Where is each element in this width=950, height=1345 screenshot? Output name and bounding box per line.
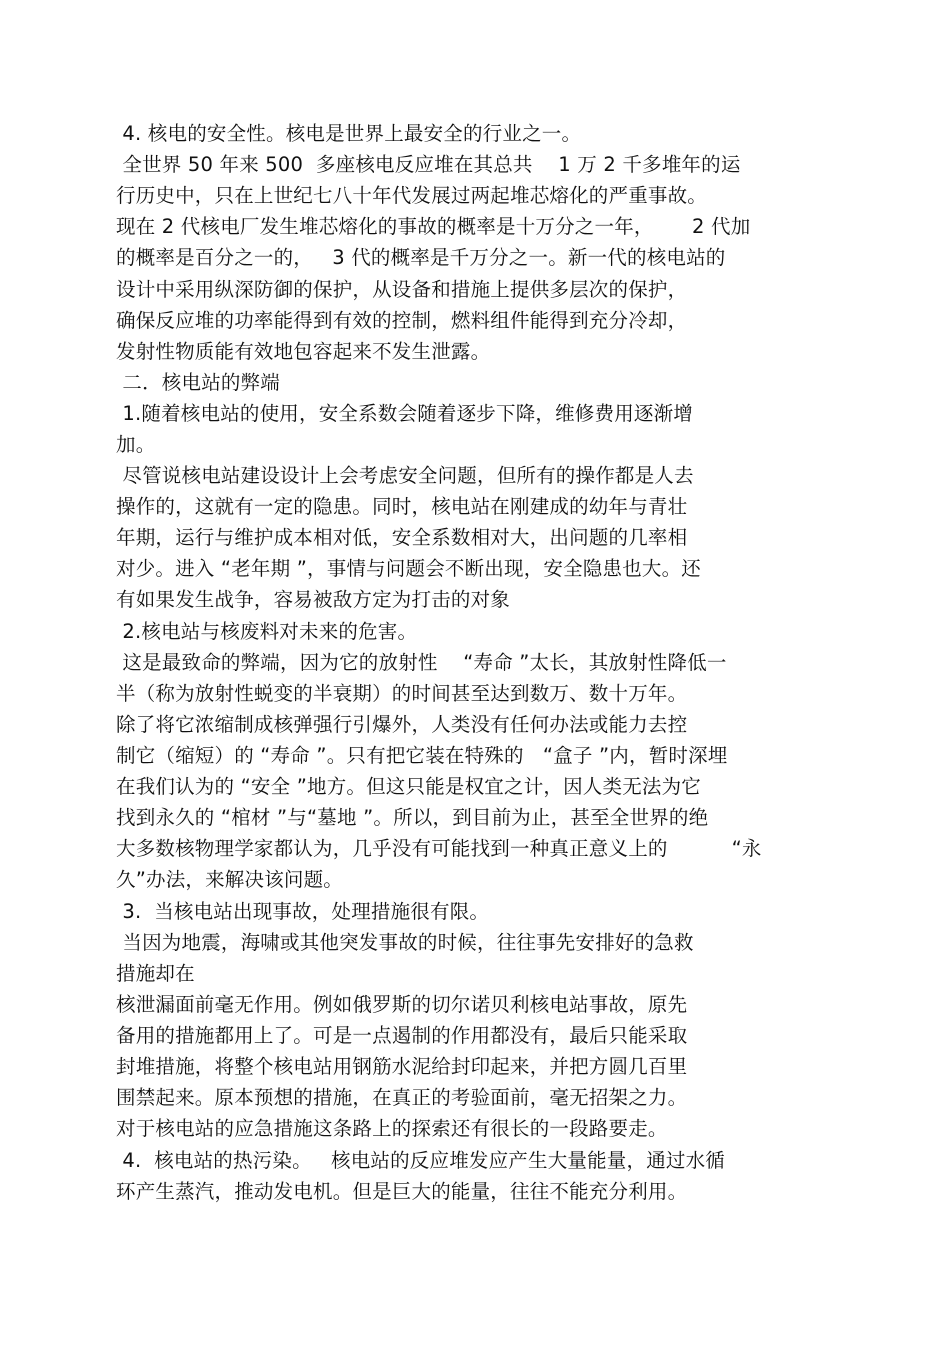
text-line: 环产生蒸汽，推动发电机。但是巨大的能量，往往不能充分利用。 xyxy=(116,1180,688,1203)
text-line: 的概率是百分之一的， 3 代的概率是千万分之一。新一代的核电站的 xyxy=(116,246,726,269)
text-line: 半（称为放射性蜕变的半衰期）的时间甚至达到数万、数十万年。 xyxy=(116,682,688,705)
text-line: 当因为地震，海啸或其他突发事故的时候，往往事先安排好的急救 xyxy=(116,931,694,954)
section-heading: 二．核电站的弊端 xyxy=(116,371,280,394)
text-line: 3. 当核电站出现事故，处理措施很有限。 xyxy=(116,900,490,923)
text-line: 发射性物质能有效地包容起来不发生泄露。 xyxy=(116,340,491,363)
text-line: 大多数核物理学家都认为，几乎没有可能找到一种真正意义上的 “永 xyxy=(116,837,762,860)
text-line: 封堆措施，将整个核电站用钢筋水泥给封印起来，并把方圆几百里 xyxy=(116,1055,688,1078)
text-line: 年期，运行与维护成本相对低，安全系数相对大，出问题的几率相 xyxy=(116,526,688,549)
text-line: 核泄漏面前毫无作用。例如俄罗斯的切尔诺贝利核电站事故，原先 xyxy=(116,993,688,1016)
text-line: 除了将它浓缩制成核弹强行引爆外，人类没有任何办法或能力去控 xyxy=(116,713,688,736)
text-line: 找到永久的 “棺材 ”与“墓地 ”。所以，到目前为止，甚至全世界的绝 xyxy=(116,806,709,829)
text-line: 现在 2 代核电厂发生堆芯熔化的事故的概率是十万分之一年， 2 代加 xyxy=(116,215,751,238)
text-line: 这是最致命的弊端，因为它的放射性 “寿命 ”太长，其放射性降低一 xyxy=(116,651,727,674)
text-line: 对少。进入 “老年期 ”，事情与问题会不断出现，安全隐患也大。还 xyxy=(116,557,702,580)
text-line: 4. 核电的安全性。核电是世界上最安全的行业之一。 xyxy=(116,122,582,145)
text-line: 2.核电站与核废料对未来的危害。 xyxy=(116,620,418,643)
text-line: 4. 核电站的热污染。 核电站的反应堆发应产生大量能量，通过水循 xyxy=(116,1149,725,1172)
text-line: 1.随着核电站的使用，安全系数会随着逐步下降，维修费用逐渐增 xyxy=(116,402,694,425)
text-line: 操作的，这就有一定的隐患。同时，核电站在刚建成的幼年与青壮 xyxy=(116,495,688,518)
text-line: 对于核电站的应急措施这条路上的探索还有很长的一段路要走。 xyxy=(116,1117,668,1140)
text-line: 久”办法，来解决该问题。 xyxy=(116,868,344,891)
text-line: 全世界 50 年来 500 多座核电反应堆在其总共 1 万 2 千多堆年的运 xyxy=(116,153,741,176)
text-line: 加。 xyxy=(116,433,156,456)
text-line: 备用的措施都用上了。可是一点遏制的作用都没有，最后只能采取 xyxy=(116,1024,688,1047)
text-line: 有如果发生战争，容易被敌方定为打击的对象 xyxy=(116,588,511,611)
text-line: 行历史中，只在上世纪七八十年代发展过两起堆芯熔化的严重事故。 xyxy=(116,184,708,207)
text-line: 围禁起来。原本预想的措施，在真正的考验面前，毫无招架之力。 xyxy=(116,1086,688,1109)
text-line: 设计中采用纵深防御的保护，从设备和措施上提供多层次的保护， xyxy=(116,278,688,301)
text-line: 尽管说核电站建设设计上会考虑安全问题，但所有的操作都是人去 xyxy=(116,464,694,487)
text-line: 在我们认为的 “安全 ”地方。但这只能是权宜之计，因人类无法为它 xyxy=(116,775,702,798)
text-line: 确保反应堆的功率能得到有效的控制，燃料组件能得到充分冷却， xyxy=(116,309,688,332)
text-line: 措施却在 xyxy=(116,962,195,985)
text-line: 制它（缩短）的 “寿命 ”。只有把它装在特殊的 “盒子 ”内，暂时深埋 xyxy=(116,744,728,767)
